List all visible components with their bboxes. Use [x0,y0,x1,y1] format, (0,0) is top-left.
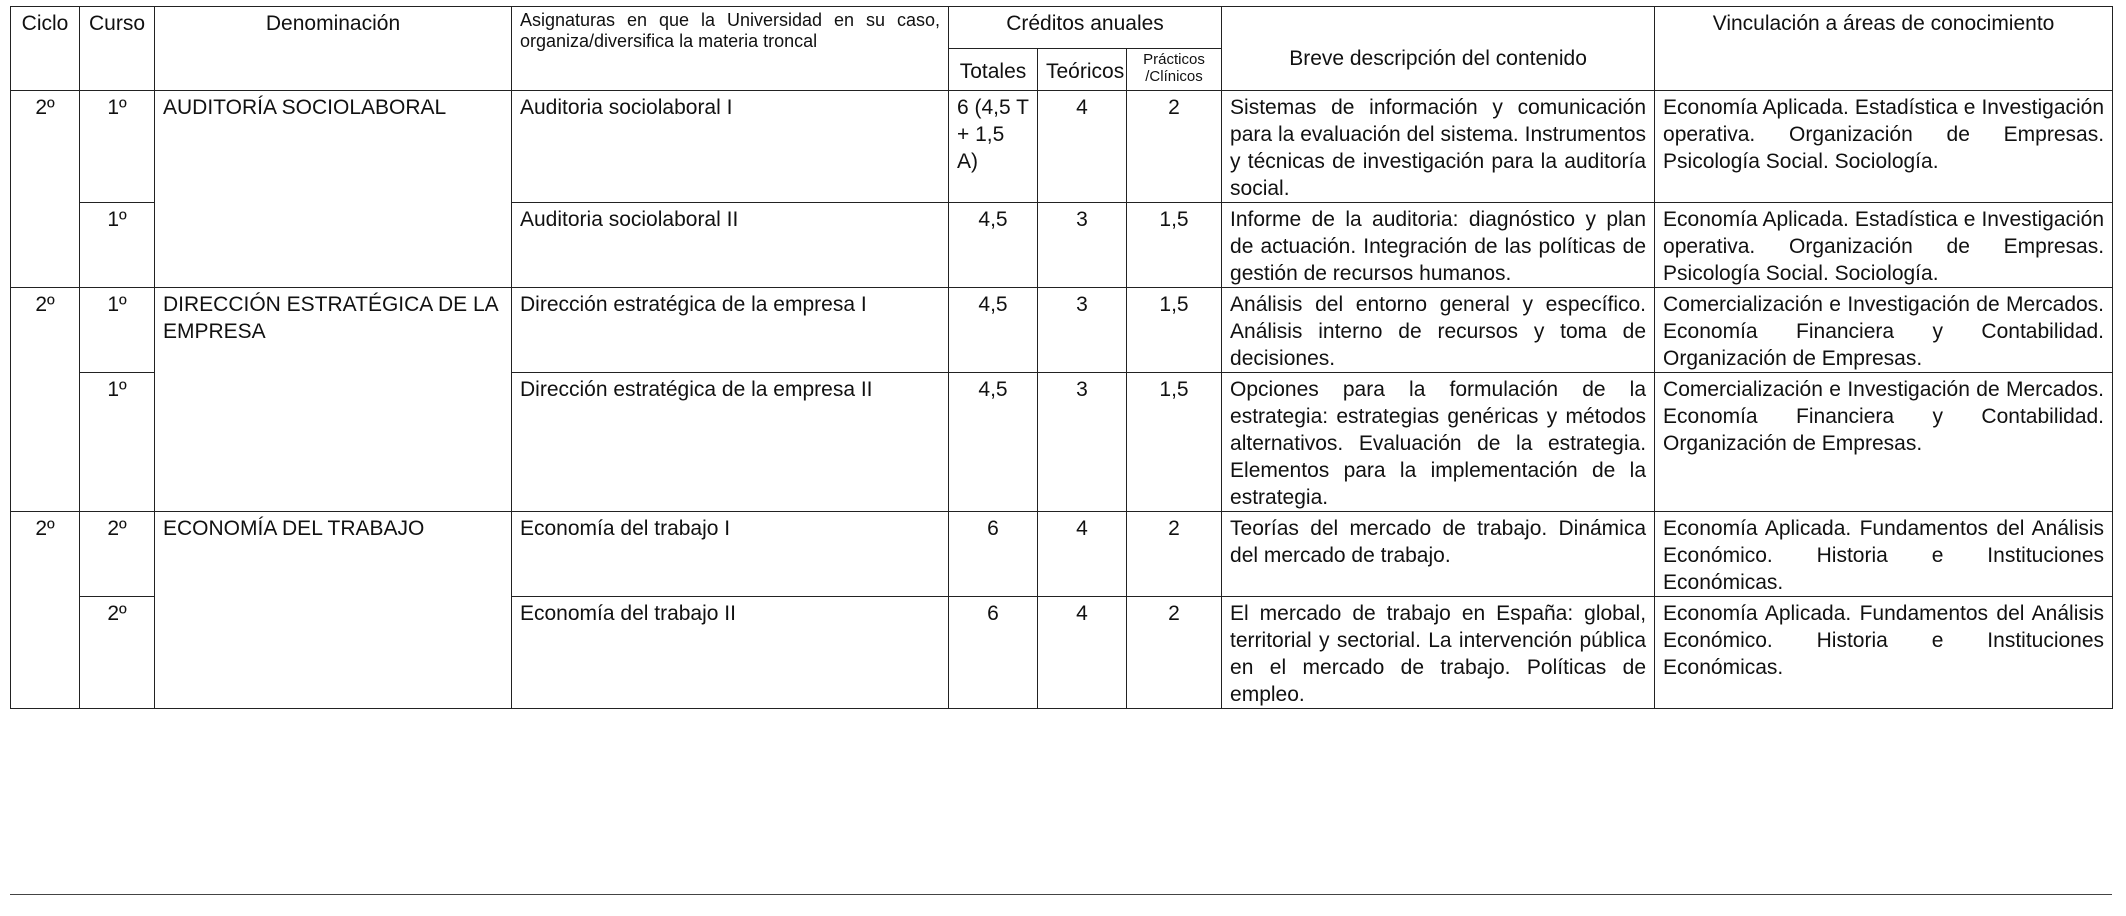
totales-cell: 4,5 [949,203,1038,288]
vinculacion-cell: Economía Aplicada. Fundamentos del Análisis Económico. Historia e Instituciones Económicas. [1655,597,2113,709]
vinculacion-cell: Economía Aplicada. Fundamentos del Análisis Económico. Historia e Instituciones Económicas. [1655,512,2113,597]
descripcion-cell: Teorías del mercado de trabajo. Dinámica del mercado de trabajo. [1222,512,1655,597]
denominacion-cell: DIRECCIÓN ESTRATÉGICA DE LA EMPRESA [155,288,512,512]
header-asignaturas: Asignaturas en que la Universidad en su caso, organiza/diversifica la materia troncal [512,7,949,91]
curso-cell: 1º [80,288,155,373]
curso-cell: 1º [80,373,155,512]
table-row [11,91,2113,203]
header-denominacion: Denominación [155,7,512,91]
practicos-cell: 2 [1127,597,1222,709]
descripcion-cell: Informe de la auditoria: diagnóstico y plan de actuación. Integración de las políticas de gestión de recursos humanos. [1222,203,1655,288]
header-curso: Curso [80,7,155,91]
teoricos-cell: 4 [1038,91,1127,203]
practicos-cell: 2 [1127,91,1222,203]
curso-cell: 1º [80,91,155,203]
asignatura-cell: Economía del trabajo I [512,512,949,597]
teoricos-cell: 4 [1038,512,1127,597]
table-row [11,288,2113,373]
header-totales: Totales [949,49,1038,91]
curso-cell: 2º [80,597,155,709]
table-row [11,512,2113,597]
denominacion-cell: ECONOMÍA DEL TRABAJO [155,512,512,709]
header-row [11,7,2113,49]
descripcion-cell: Análisis del entorno general y específico. Análisis interno de recursos y toma de decisiones. [1222,288,1655,373]
header-descripcion: Breve descripción del contenido [1222,7,1655,91]
asignatura-cell: Dirección estratégica de la empresa II [512,373,949,512]
practicos-cell: 1,5 [1127,288,1222,373]
asignatura-cell: Auditoria sociolaboral II [512,203,949,288]
descripcion-cell: Opciones para la formulación de la estrategia: estrategias genéricas y métodos alternativos. Evaluación de la estrategia. Elementos para la implementación de la estrategia. [1222,373,1655,512]
page-bottom-rule [10,894,2112,895]
curso-cell: 1º [80,203,155,288]
vinculacion-cell: Economía Aplicada. Estadística e Investigación operativa. Organización de Empresas. Psicología Social. Sociología. [1655,91,2113,203]
vinculacion-cell: Comercialización e Investigación de Mercados. Economía Financiera y Contabilidad. Organización de Empresas. [1655,288,2113,373]
ciclo-cell: 2º [11,288,80,512]
asignatura-cell: Dirección estratégica de la empresa I [512,288,949,373]
asignatura-cell: Economía del trabajo II [512,597,949,709]
asignatura-cell: Auditoria sociolaboral I [512,91,949,203]
totales-cell: 6 (4,5 T + 1,5 A) [949,91,1038,203]
header-vinculacion: Vinculación a áreas de conocimiento [1655,7,2113,91]
header-ciclo: Ciclo [11,7,80,91]
vinculacion-cell: Economía Aplicada. Estadística e Investigación operativa. Organización de Empresas. Psicología Social. Sociología. [1655,203,2113,288]
totales-cell: 6 [949,512,1038,597]
ciclo-cell: 2º [11,512,80,709]
descripcion-cell: El mercado de trabajo en España: global, territorial y sectorial. La intervención pública en el mercado de trabajo. Políticas de empleo. [1222,597,1655,709]
troncal-subjects-table [10,6,2113,709]
header-teoricos: Teóricos [1038,49,1127,91]
curso-cell: 2º [80,512,155,597]
practicos-cell: 1,5 [1127,373,1222,512]
vinculacion-cell: Comercialización e Investigación de Mercados. Economía Financiera y Contabilidad. Organización de Empresas. [1655,373,2113,512]
totales-cell: 4,5 [949,373,1038,512]
ciclo-cell: 2º [11,91,80,288]
practicos-cell: 2 [1127,512,1222,597]
practicos-cell: 1,5 [1127,203,1222,288]
teoricos-cell: 3 [1038,373,1127,512]
header-creditos: Créditos anuales [949,7,1222,49]
denominacion-cell: AUDITORÍA SOCIOLABORAL [155,91,512,288]
totales-cell: 6 [949,597,1038,709]
header-practicos: Prácticos /Clínicos [1127,49,1222,91]
teoricos-cell: 3 [1038,288,1127,373]
totales-cell: 4,5 [949,288,1038,373]
teoricos-cell: 4 [1038,597,1127,709]
teoricos-cell: 3 [1038,203,1127,288]
descripcion-cell: Sistemas de información y comunicación para la evaluación del sistema. Instrumentos y técnicas de investigación para la auditoría social. [1222,91,1655,203]
